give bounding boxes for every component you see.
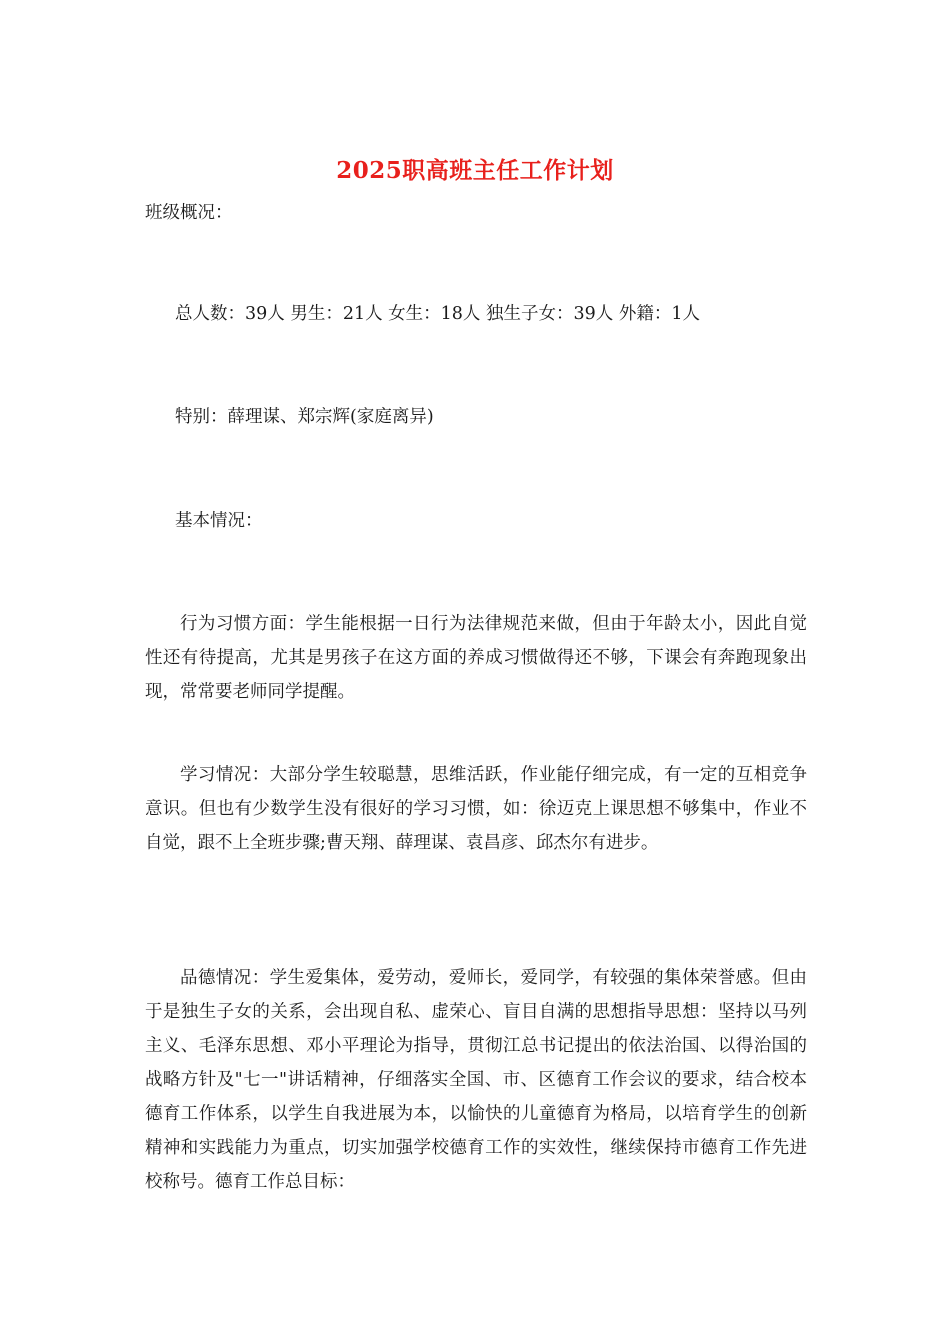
morality-paragraph: 品德情况：学生爱集体，爱劳动，爱师长，爱同学，有较强的集体荣誉感。但由于是独生子女的关系，会出现自私、虚荣心、盲目自满的思想指导思想：坚持以马列主义、毛泽东思想、邓小平理论为指导，贯彻江总书记提出的依法治国、以得治国的战略方针及"七一"讲话精神，仔细落实全国、市、区德育工作会议的要求，结合校本德育工作体系，以学生自我进展为本，以愉快的儿童德育为格局，以培育学生的创新精神和实践能力为重点，切实加强学校德育工作的实效性，继续保持市德育工作先进校称号。德育工作总目标：	[145, 968, 807, 1192]
class-stats-line: 总人数：39人 男生：21人 女生：18人 独生子女：39人 外籍：1人	[175, 304, 700, 324]
document-title: 2025职高班主任工作计划	[336, 157, 614, 184]
special-students-line: 特别：薛理谋、郑宗辉(家庭离异)	[175, 407, 434, 427]
basic-situation-heading: 基本情况：	[175, 511, 263, 531]
class-overview-heading: 班级概况：	[145, 203, 233, 223]
behavior-paragraph: 行为习惯方面：学生能根据一日行为法律规范来做，但由于年龄太小，因此自觉性还有待提高，尤其是男孩子在这方面的养成习惯做得还不够，下课会有奔跑现象出现，常常要老师同学提醒。	[145, 614, 807, 702]
study-paragraph: 学习情况：大部分学生较聪慧，思维活跃，作业能仔细完成，有一定的互相竞争意识。但也有少数学生没有很好的学习习惯，如：徐迈克上课思想不够集中，作业不自觉，跟不上全班步骤;曹天翔、薛理谋、袁昌彦、邱杰尔有进步。	[145, 765, 807, 853]
